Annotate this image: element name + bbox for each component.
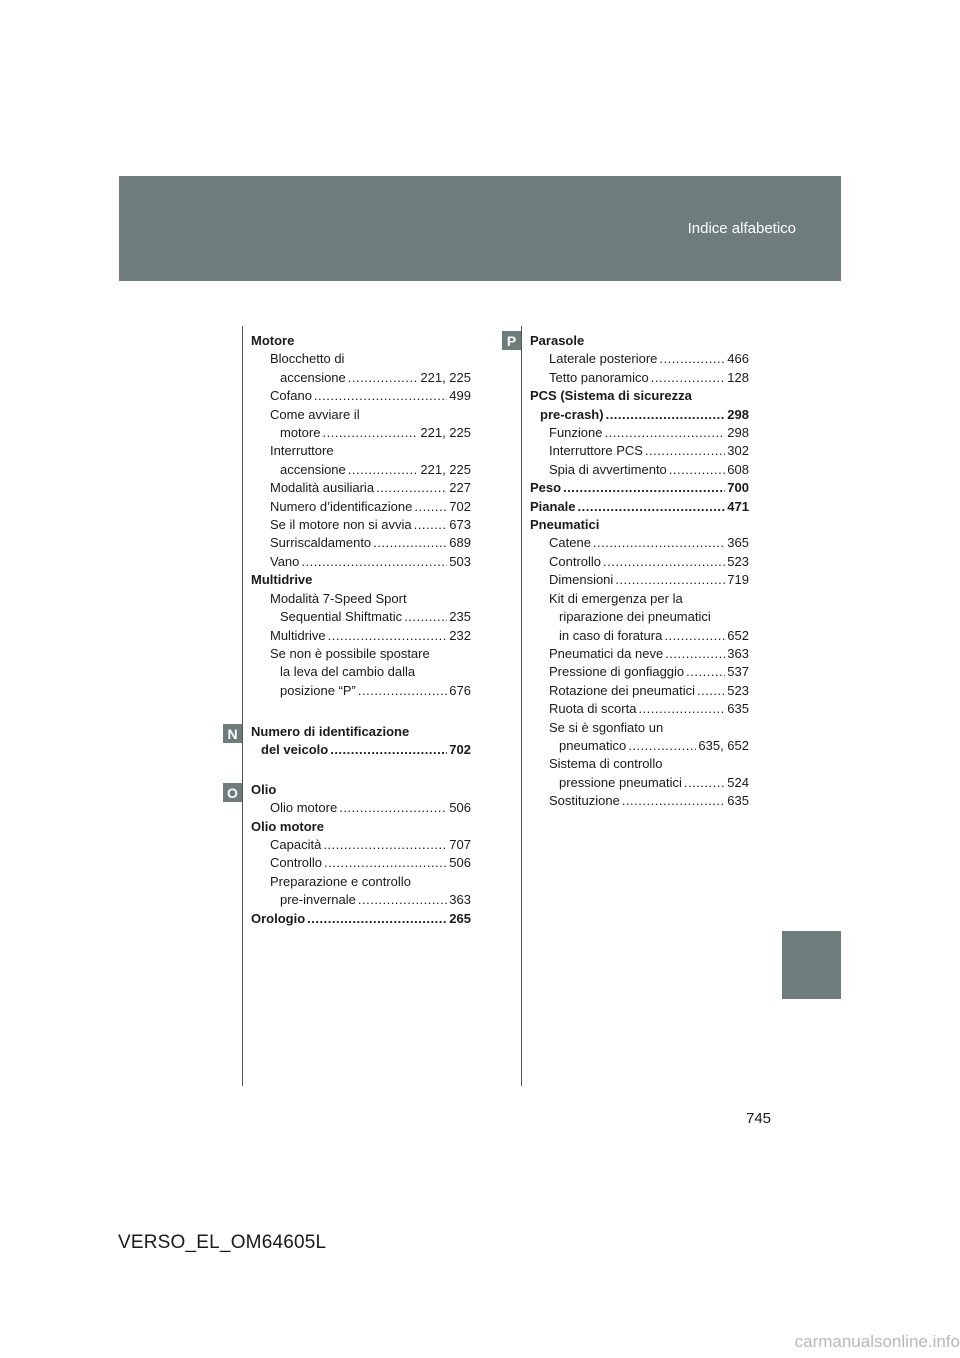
- index-entry: Surriscaldamento ..... 689: [251, 534, 471, 552]
- index-entry: Pianale ..... 471: [530, 498, 749, 516]
- page-ref[interactable]: 363: [449, 892, 471, 908]
- page-ref[interactable]: 302: [727, 443, 749, 459]
- index-entry: posizione “P” ..... 676: [251, 682, 471, 700]
- index-heading-multidrive: Multidrive: [251, 572, 313, 588]
- section-title: Indice alfabetico: [687, 220, 796, 237]
- page-ref[interactable]: 700: [727, 480, 749, 496]
- index-entry: motore ..... 221, 225: [251, 424, 471, 442]
- index-entry: Se il motore non si avvia ..... 673: [251, 516, 471, 534]
- index-entry: del veicolo ..... 702: [251, 741, 471, 759]
- page-ref[interactable]: 298: [727, 406, 749, 422]
- page-ref[interactable]: 673: [449, 517, 471, 533]
- page-ref[interactable]: 466: [727, 351, 749, 367]
- index-entry-text: Sistema di controllo: [549, 756, 663, 772]
- index-column-left: [251, 332, 471, 928]
- index-heading-olio-motore: Olio motore: [251, 818, 324, 834]
- index-entry: Controllo ..... 506: [251, 854, 471, 872]
- column-divider-middle: [521, 326, 522, 1086]
- index-entry: Laterale posteriore ..... 466: [530, 350, 749, 368]
- index-entry: Sostituzione ..... 635: [530, 792, 749, 810]
- page-ref[interactable]: 499: [449, 388, 471, 404]
- index-column-right: [530, 332, 749, 811]
- page-ref[interactable]: 524: [727, 774, 749, 790]
- page-ref[interactable]: 608: [727, 461, 749, 477]
- index-entry: Spia di avvertimento ..... 608: [530, 461, 749, 479]
- index-entry: Sequential Shiftmatic ..... 235: [251, 608, 471, 626]
- index-entry-text: Interruttore: [270, 443, 334, 459]
- page-ref[interactable]: 635: [727, 701, 749, 717]
- letter-marker-p: P: [502, 331, 521, 350]
- index-entry: Olio motore ..... 506: [251, 799, 471, 817]
- index-entry: Multidrive ..... 232: [251, 627, 471, 645]
- index-heading-pcs: PCS (Sistema di sicurezza: [530, 388, 692, 404]
- index-entry: pressione pneumatici ..... 524: [530, 774, 749, 792]
- letter-marker-n: N: [223, 724, 242, 743]
- page-ref[interactable]: 635, 652: [698, 737, 749, 753]
- page-ref[interactable]: 227: [449, 480, 471, 496]
- index-entry-text: Kit di emergenza per la: [549, 590, 683, 606]
- page-ref[interactable]: 298: [727, 425, 749, 441]
- index-entry: Peso ..... 700: [530, 479, 749, 497]
- page-ref[interactable]: 365: [727, 535, 749, 551]
- index-heading-pneumatici: Pneumatici: [530, 517, 600, 533]
- page-ref[interactable]: 702: [449, 741, 471, 757]
- index-entry: pre-invernale ..... 363: [251, 891, 471, 909]
- page-ref[interactable]: 676: [449, 682, 471, 698]
- page-ref[interactable]: 128: [727, 369, 749, 385]
- index-entry: Pneumatici da neve ..... 363: [530, 645, 749, 663]
- index-entry: Cofano ..... 499: [251, 387, 471, 405]
- index-entry: Pressione di gonfiaggio ..... 537: [530, 663, 749, 681]
- index-heading-motore: Motore: [251, 333, 295, 348]
- page-ref[interactable]: 523: [727, 682, 749, 698]
- page-ref[interactable]: 506: [449, 800, 471, 816]
- index-entry: accensione ..... 221, 225: [251, 369, 471, 387]
- index-entry: Rotazione dei pneumatici ..... 523: [530, 682, 749, 700]
- page-ref[interactable]: 702: [449, 498, 471, 514]
- index-entry: Numero d’identificazione ..... 702: [251, 498, 471, 516]
- index-entry: Dimensioni ..... 719: [530, 571, 749, 589]
- page-ref[interactable]: 537: [727, 664, 749, 680]
- index-entry: accensione ..... 221, 225: [251, 461, 471, 479]
- index-entry: pneumatico ..... 635, 652: [530, 737, 749, 755]
- page-ref[interactable]: 221, 225: [420, 425, 471, 441]
- index-entry-text: la leva del cambio dalla: [280, 664, 416, 680]
- index-entry: Vano ..... 503: [251, 553, 471, 571]
- index-entry-text: Se si è sgonfiato un: [549, 719, 664, 735]
- page-number: 745: [746, 1110, 772, 1127]
- index-heading-olio: Olio: [251, 781, 277, 797]
- index-entry-text: Come avviare il: [270, 406, 360, 422]
- index-entry: Capacità ..... 707: [251, 836, 471, 854]
- column-divider-left: [242, 326, 243, 1086]
- page-ref[interactable]: 471: [727, 498, 749, 514]
- index-entry: in caso di foratura ..... 652: [530, 627, 749, 645]
- page-ref[interactable]: 689: [449, 535, 471, 551]
- index-entry-text: Blocchetto di: [270, 351, 345, 367]
- index-entry-text: Se non è possibile spostare: [270, 645, 430, 661]
- index-entry: Tetto panoramico ..... 128: [530, 369, 749, 387]
- index-entry: pre-crash) ..... 298: [530, 406, 749, 424]
- page-ref[interactable]: 363: [727, 645, 749, 661]
- index-heading-parasole: Parasole: [530, 333, 585, 348]
- page-ref[interactable]: 221, 225: [420, 461, 471, 477]
- index-entry: Orologio ..... 265: [251, 910, 471, 928]
- index-entry: Modalità ausiliaria ..... 227: [251, 479, 471, 497]
- page-ref[interactable]: 232: [449, 627, 471, 643]
- index-entry-text: riparazione dei pneumatici: [559, 609, 711, 625]
- page-ref[interactable]: 707: [449, 836, 471, 852]
- index-entry: Interruttore PCS ..... 302: [530, 442, 749, 460]
- header-band: [119, 176, 841, 281]
- index-entry: Controllo ..... 523: [530, 553, 749, 571]
- page-ref[interactable]: 235: [449, 609, 471, 625]
- document-code: VERSO_EL_OM64605L: [118, 1232, 327, 1253]
- page-ref[interactable]: 523: [727, 553, 749, 569]
- page-ref[interactable]: 221, 225: [420, 369, 471, 385]
- page-ref[interactable]: 719: [727, 572, 749, 588]
- index-entry: Ruota di scorta ..... 635: [530, 700, 749, 718]
- page-ref[interactable]: 635: [727, 793, 749, 809]
- page-ref[interactable]: 503: [449, 553, 471, 569]
- letter-marker-o: O: [223, 783, 242, 802]
- index-heading-numero: Numero di identificazione: [251, 723, 410, 739]
- index-entry-text: Preparazione e controllo: [270, 873, 411, 889]
- index-entry: Funzione ..... 298: [530, 424, 749, 442]
- section-tab-marker: [782, 931, 841, 999]
- page-ref[interactable]: 265: [449, 910, 471, 926]
- page-ref[interactable]: 652: [727, 627, 749, 643]
- index-entry: Catene ..... 365: [530, 534, 749, 552]
- watermark-text: carmanualsonline.info: [794, 1332, 960, 1351]
- page-ref[interactable]: 506: [449, 855, 471, 871]
- index-entry-text: Modalità 7-Speed Sport: [270, 590, 407, 606]
